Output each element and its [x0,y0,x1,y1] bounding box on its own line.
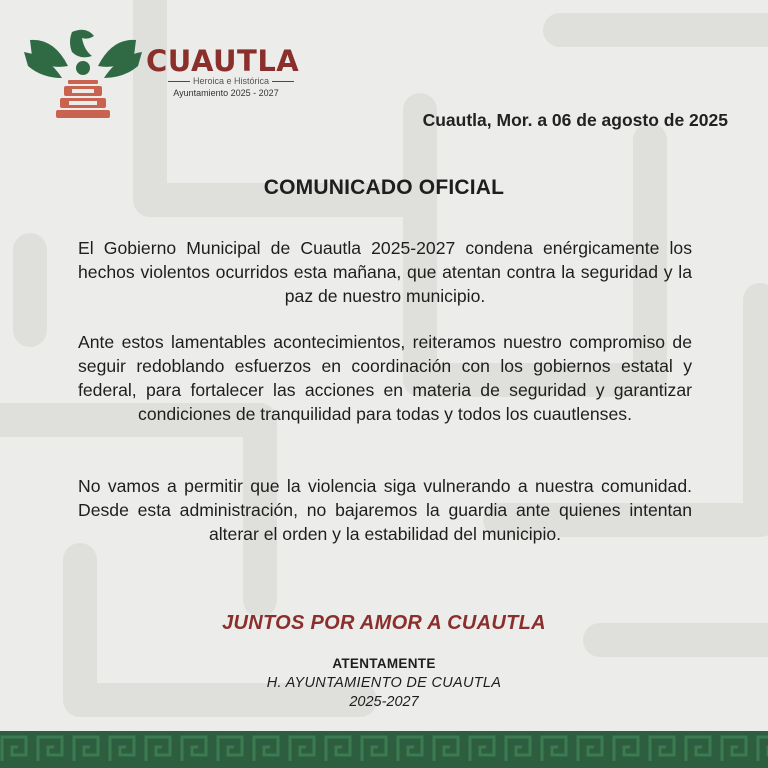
paragraph-1: El Gobierno Municipal de Cuautla 2025-2027 condena enérgicamente los hechos violentos ocurridos esta mañana, que atentan contra la seguridad y la paz de nuestro municipio. [78,238,692,306]
signature-closing: ATENTAMENTE [332,656,436,671]
brand-tagline-row [146,76,316,87]
signature-period: 2025-2027 [349,694,419,710]
brand-tagline: Heroica e Histórica [192,76,270,86]
paragraph-2: Ante estos lamentables acontecimientos, reiteramos nuestro compromiso de seguir redoblando esfuerzos en coordinación con los gobiernos estatal y federal, para fortalecer las acciones en materia de seguridad y garantizar condiciones de tranquilidad para todas y todos los cuautlenses. [78,332,692,424]
slogan: JUNTOS POR AMOR A CUAUTLA [222,612,546,634]
page-title: COMUNICADO OFICIAL [263,176,505,199]
eagle-crest-icon [22,26,144,122]
signature-entity: H. AYUNTAMIENTO DE CUAUTLA [266,675,502,691]
divider [272,81,294,82]
brand-name: CUAUTLA [146,44,300,78]
paragraph-3: No vamos a permitir que la violencia siga vulnerando a nuestra comunidad. Desde esta administración, no bajaremos la guardia ante quienes intentan alterar el orden y la estabilidad del municipio. [78,476,692,544]
divider [168,81,190,82]
date-line: Cuautla, Mor. a 06 de agosto de 2025 [422,110,728,130]
green-fret-band-icon [0,731,768,768]
brand-subtitle: Ayuntamiento 2025 - 2027 [173,88,279,98]
